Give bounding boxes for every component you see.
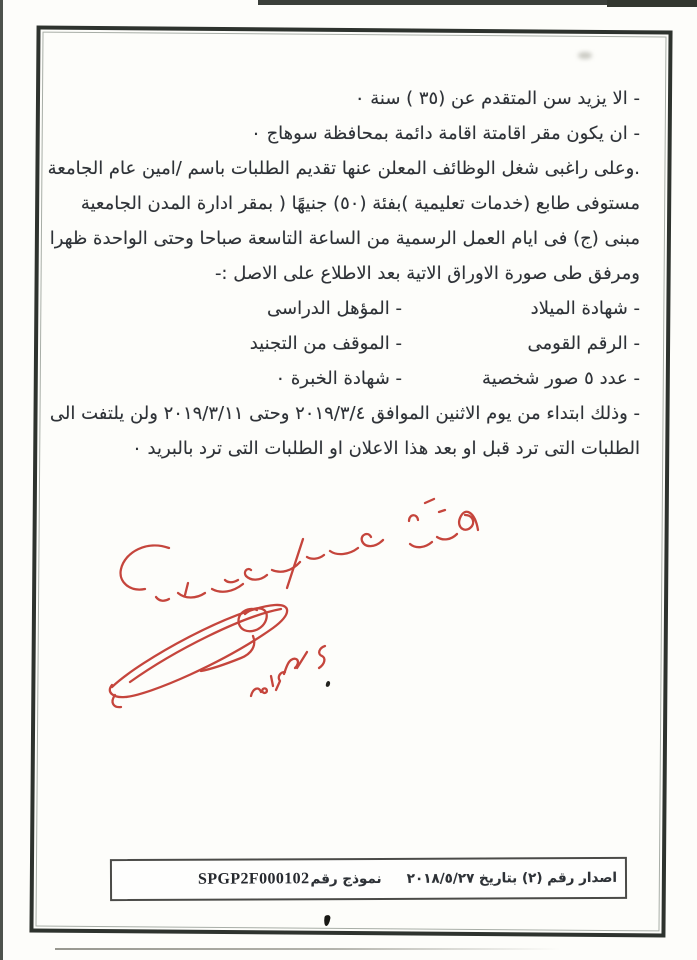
footer-form-code: SPGP2F000102 [197,870,310,888]
footer-form-number [198,870,382,889]
footer-form-box [110,857,627,901]
paper-item: - المؤهل الدراسى [267,298,402,319]
scan-edge-left [0,0,3,960]
required-papers-row [50,326,640,361]
document-line: .وعلى راغبى شغل الوظائف المعلن عنها تقديم الطلبات باسم /امين عام الجامعة [47,158,640,179]
document-line: ومرفق طى صورة الاوراق الاتية بعد الاطلاع على الاصل :- [214,263,640,284]
signature-ink-strokes [110,499,478,707]
required-papers-row [50,361,640,396]
footer-form-label: نموذج رقم [310,870,382,888]
document-line: مبنى (ج) فى ايام العمل الرسمية من الساعة التاسعة صباحا وحتى الواحدة ظهرا [49,228,640,249]
paper-item: - الموقف من التجنيد [249,333,402,354]
footer-issue-text: اصدار رقم (٢) بتاريخ ٢٠١٨/٥/٢٧ [406,869,618,887]
required-papers-row [50,291,640,326]
paper-item: - عدد ٥ صور شخصية [482,368,640,389]
document-line: - ان يكون مقر اقامتة اقامة دائمة بمحافظة سوهاج ٠ [251,123,640,144]
document-line: - الا يزيد سن المتقدم عن (٣٥ ) سنة ٠ [354,88,640,109]
paper-item: - شهادة الخبرة ٠ [275,368,402,389]
scan-edge-top-right [607,0,697,7]
signature-date [251,646,325,696]
document-line: مستوفى طابع (خدمات تعليمية )بفئة (٥٠) جنيهًا ( بمقر ادارة المدن الجامعية [80,193,640,214]
paper-item: - الرقم القومى [527,333,640,354]
handwritten-approval-signature [95,490,500,720]
paper-item: - شهادة الميلاد [530,298,640,319]
document-body [47,81,640,466]
document-line: - وذلك ابتداء من يوم الاثنين الموافق ٢٠١٩/٣/٤ وحتى ٢٠١٩/٣/١١ ولن يلتفت الى [49,403,640,424]
scan-edge-bottom-shadow [55,948,560,950]
document-line: الطلبات التى ترد قبل او بعد هذا الاعلان او الطلبات التى ترد بالبريد ٠ [132,438,640,459]
